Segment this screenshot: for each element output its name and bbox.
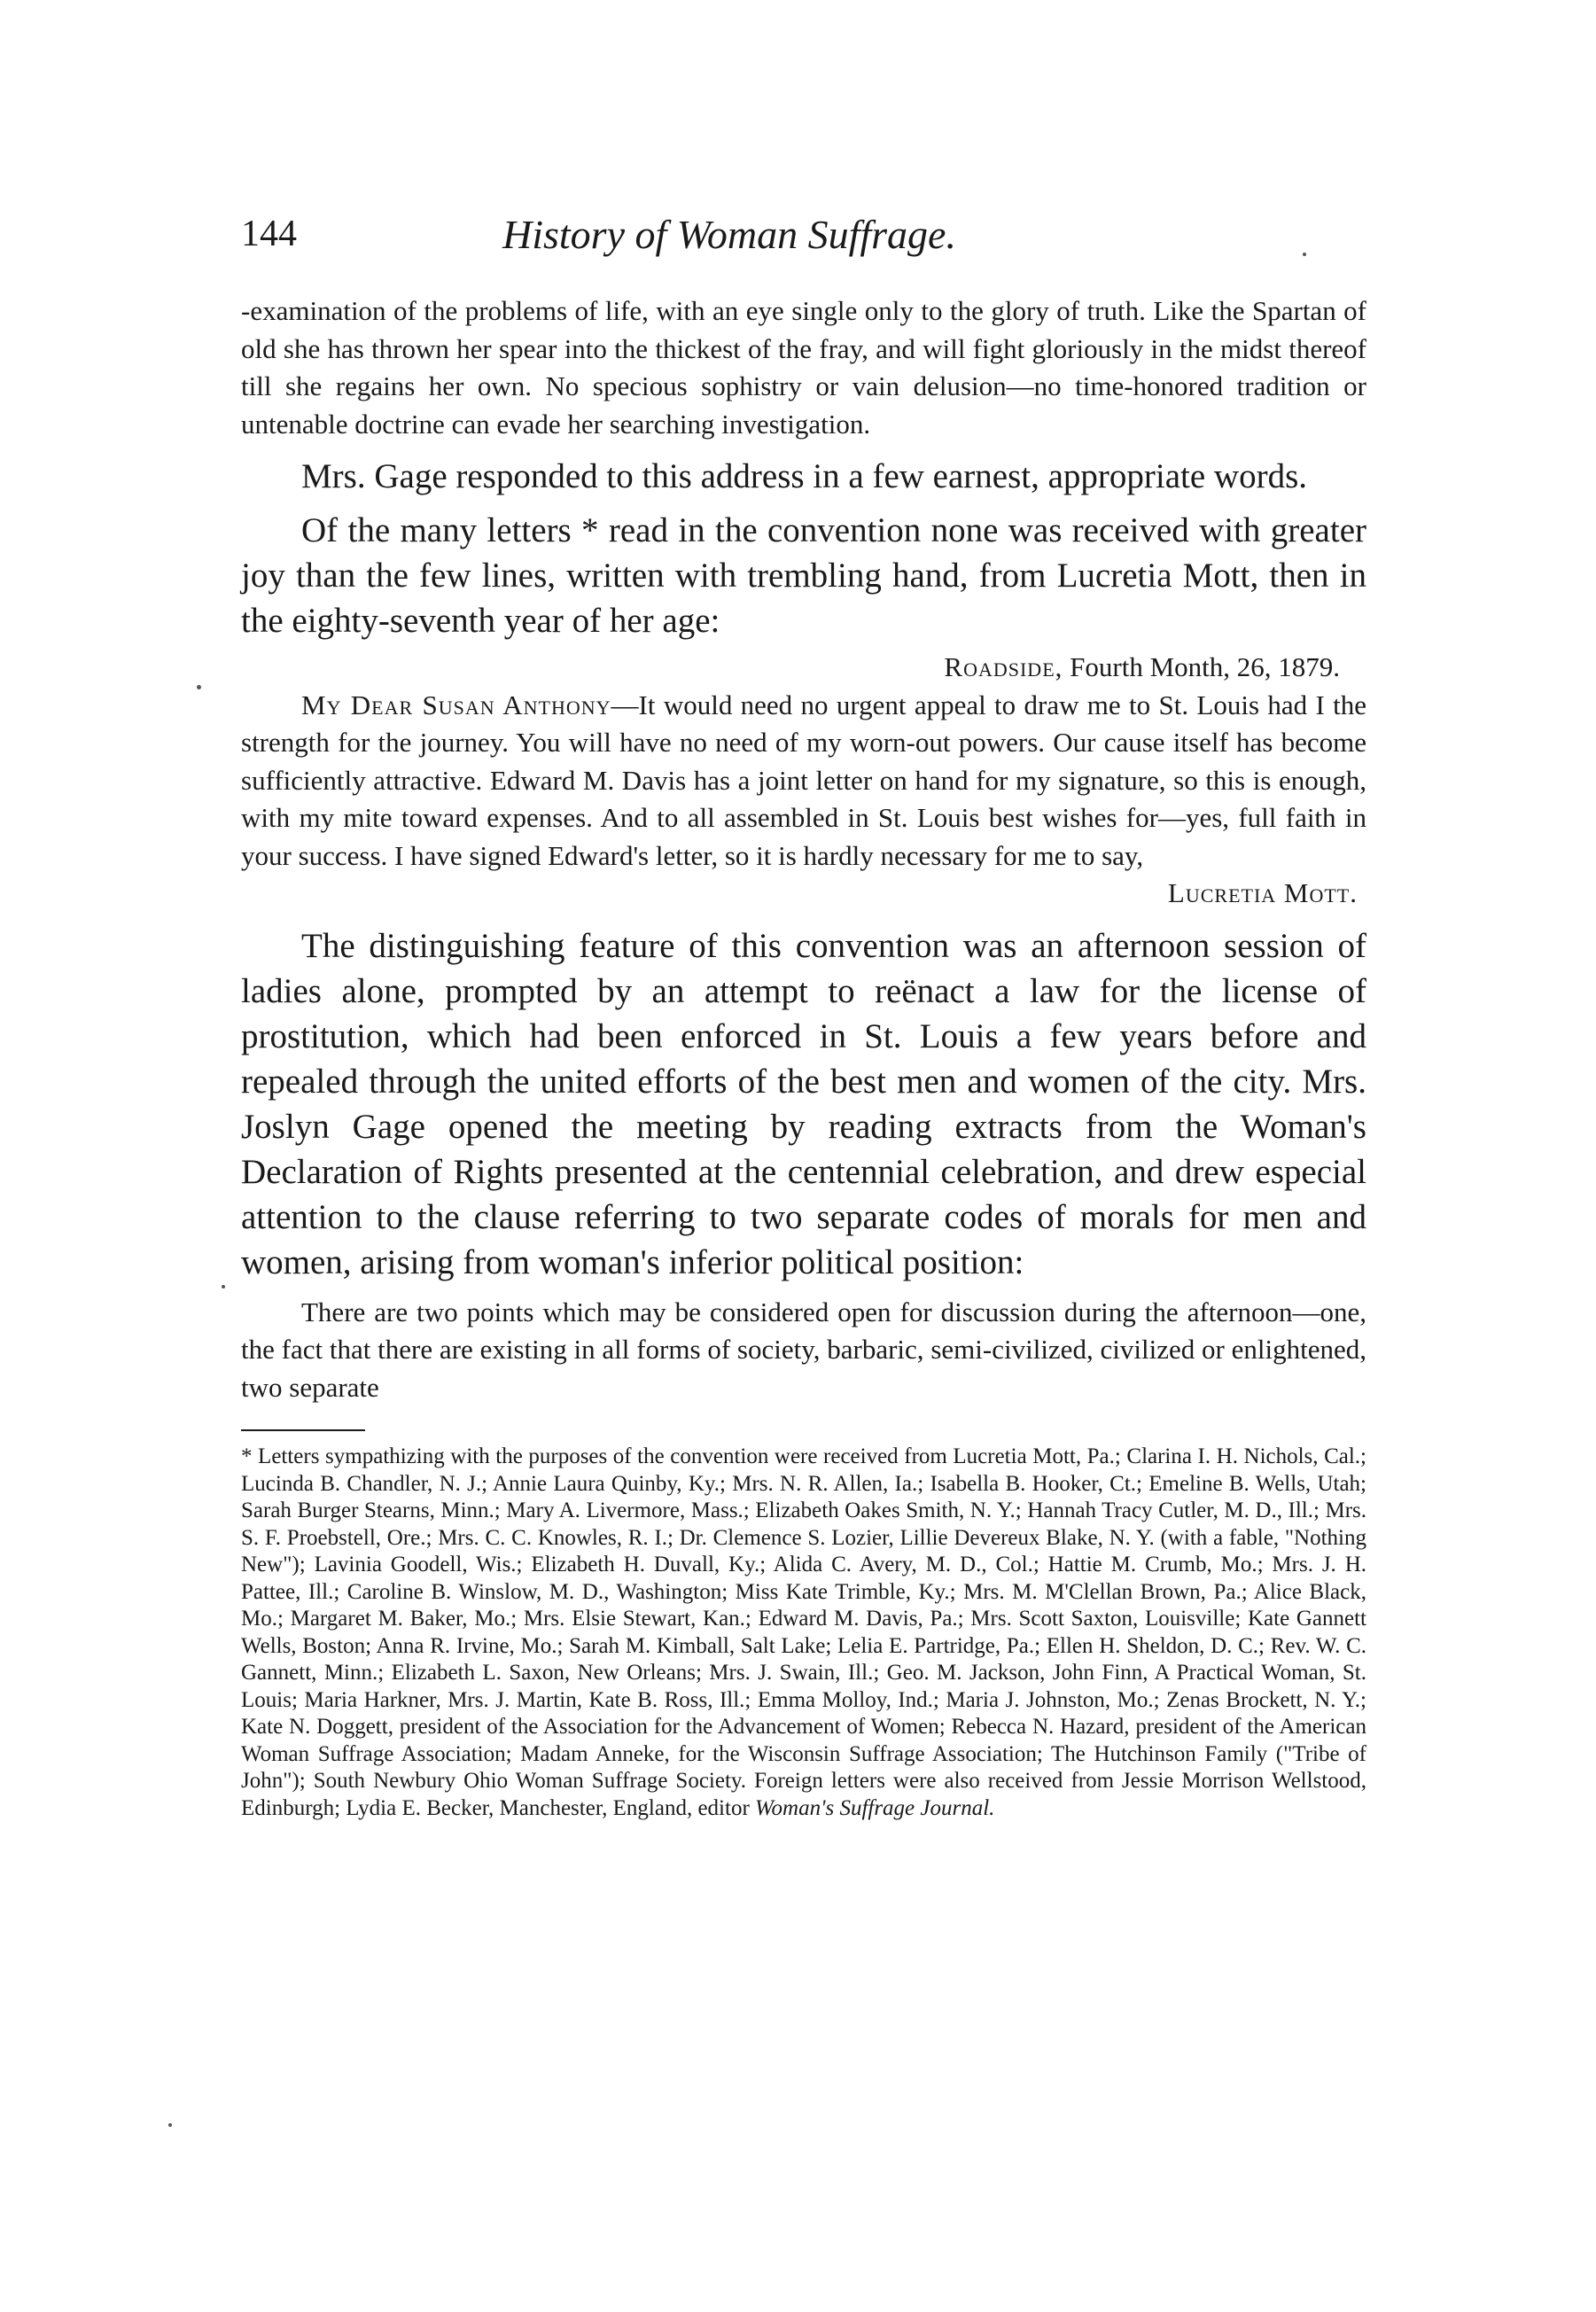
print-speck bbox=[168, 2123, 172, 2127]
quoted-paragraph: There are two points which may be considered open for discussion during the afternoon—one, the fact that there are existing in all forms of society, barbaric, semi-civilized, civilized or enlightened, two separate bbox=[241, 1296, 1366, 1403]
page-header bbox=[241, 213, 1366, 284]
page-number: 144 bbox=[241, 214, 297, 254]
letter-place: Roadside, bbox=[944, 651, 1063, 682]
letter-salutation: My Dear Susan Anthony bbox=[301, 689, 611, 720]
footnote-journal: Woman's Suffrage Journal. bbox=[755, 1795, 995, 1820]
letter-signature: Lucretia Mott. bbox=[1167, 877, 1358, 908]
body-paragraph: Mrs. Gage responded to this address in a few earnest, appropriate words. bbox=[301, 457, 1307, 495]
body-paragraph: The distinguishing feature of this convention was an afternoon session of ladies alone, prompted by an attempt to reënact a law for the license of prostitution, which had been enforced in St. Louis a few years before and repealed through the united efforts of the best men and women of the city. Mrs. Joslyn Gage opened the meeting by reading extracts from the Woman's Declaration of Rights presented at the centennial celebration, and drew especial attention to the clause referring to two separate codes of morals for men and women, arising from woman's inferior political position: bbox=[241, 926, 1366, 1281]
letter-date: Fourth Month, 26, 1879. bbox=[1063, 651, 1340, 682]
letter-body bbox=[241, 687, 1366, 876]
footnote-text: * Letters sympathizing with the purposes of the convention were received from Lucretia Mott, Pa.; Clarina I. H. Nichols, Cal.; Lucinda B. Chandler, N. J.; Annie Laura Quinby, Ky.; Mrs. N. R. Allen, Ia.; Isabella B. Hooker, Ct.; Emeline B. Wells, Utah; Sarah Burger Stearns, Minn.; Mary A. Livermore, Mass.; Elizabeth Oakes Smith, N. Y.; Hannah Tracy Cutler, M. D., Ill.; Mrs. S. F. Proebstell, Ore.; Mrs. C. C. Knowles, R. I.; Dr. Clemence S. Lozier, Lillie Devereux Blake, N. Y. (with a fable, "Nothing New"); Lavinia Goodell, Wis.; Elizabeth H. Duvall, Ky.; Alida C. Avery, M. D., Col.; Hattie M. Crumb, Mo.; Mrs. J. H. Pattee, Ill.; Caroline B. Winslow, M. D., Washington; Miss Kate Trimble, Ky.; Mrs. M. M'Clellan Brown, Pa.; Alice Black, Mo.; Margaret M. Baker, Mo.; Mrs. Elsie Stewart, Kan.; Edward M. Davis, Pa.; Mrs. Scott Saxton, Louisville; Kate Gannett Wells, Boston; Anna R. Irvine, Mo.; Sarah M. Kimball, Salt Lake; Lelia E. Partridge, Pa.; Ellen H. Sheldon, D. C.; Rev. W. C. Gannett, Minn.; Elizabeth L. Saxon, New Orleans; Mrs. J. Swain, Ill.; Geo. M. Jackson, John Finn, A Practical Woman, St. Louis; Maria Harkner, Mrs. J. Martin, Kate B. Ross, Ill.; Emma Molloy, Ind.; Maria J. Johnston, Mo.; Zenas Brockett, N. Y.; Kate N. Doggett, president of the Association for the Advancement of Women; Rebecca N. Hazard, president of the American Woman Suffrage Association; Madam Anneke, for the Wisconsin Suffrage Association; The Hutchinson Family ("Tribe of John"); South Newbury Ohio Woman Suffrage Society. Foreign letters were also received from Jessie Morrison Wellstood, Edinburgh; Lydia E. Becker, Manchester, England, editor bbox=[241, 1444, 1366, 1820]
quoted-paragraph-continued: -examination of the problems of life, with an eye single only to the glory of truth. Like the Spartan of old she has thrown her spear into the thickest of the fray, and will fight gloriously in the midst thereof till she regains her own. No specious sophistry or vain delusion—no time-honored tradition or untenable doctrine can evade her searching investigation. bbox=[241, 295, 1366, 440]
running-title: History of Woman Suffrage. bbox=[502, 212, 956, 257]
letter-dateline bbox=[241, 649, 1366, 687]
print-speck bbox=[222, 1285, 225, 1288]
print-speck bbox=[197, 685, 201, 689]
print-speck bbox=[1303, 253, 1306, 256]
footnote bbox=[241, 1444, 1366, 1822]
body-paragraph: Of the many letters * read in the convention none was received with greater joy than the few lines, written with trembling hand, from Lucretia Mott, then in the eighty-seventh year of her age: bbox=[241, 511, 1366, 640]
text-column bbox=[241, 292, 1366, 1822]
footnote-rule bbox=[241, 1429, 365, 1431]
letter-text: —It would need no urgent appeal to draw me to St. Louis had I the strength for the journey. You will have no need of my worn-out powers. Our cause itself has become sufficiently attractive. Edward M. Davis has a joint letter on hand for my signature, so this is enough, with my mite toward expenses. And to all assembled in St. Louis best wishes for—yes, full faith in your success. I have signed Edward's letter, so it is hardly necessary for me to say, bbox=[241, 689, 1366, 871]
